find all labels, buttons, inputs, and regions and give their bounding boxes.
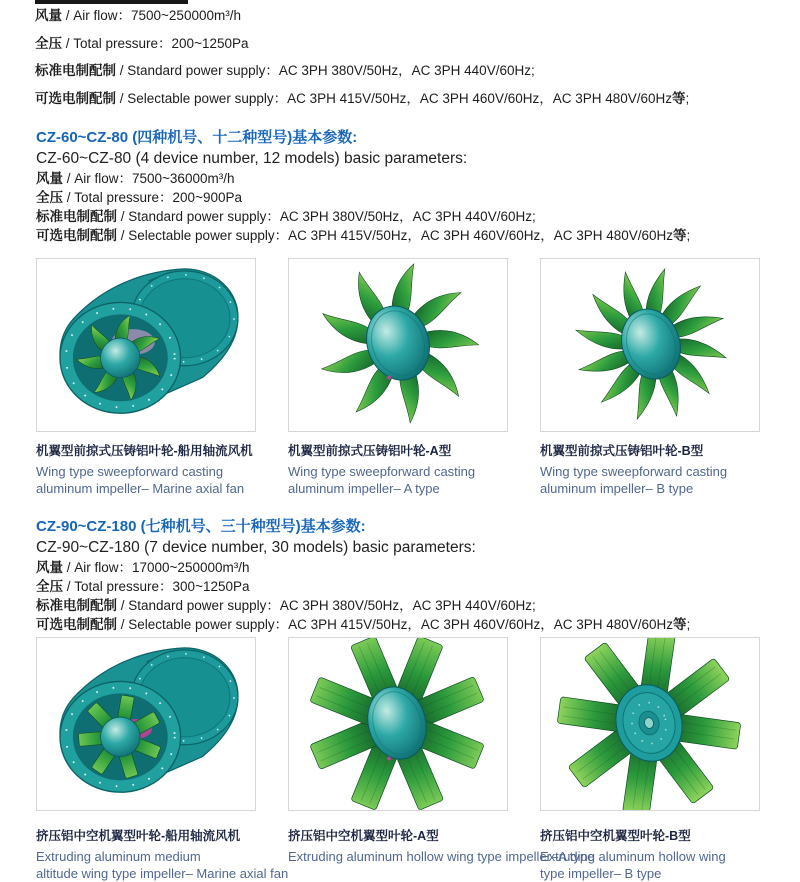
- spec-line-standard-power: [36, 596, 690, 615]
- spec-zh-suffix: 等: [673, 228, 687, 243]
- caption-en-line: Wing type sweepforward casting: [540, 464, 780, 481]
- sweepforward-impeller-b-illustration: [541, 259, 759, 431]
- spec-zh: 可选电制配制: [36, 228, 117, 243]
- captions-row-2: [36, 829, 780, 882]
- product-caption: [36, 444, 288, 497]
- product-image-hollow-marine-axial-fan: [36, 637, 256, 811]
- spec-text: / Selectable power supply：AC 3PH 415V/50Hz，AC 3PH 460V/60Hz，AC 3PH 480V/60Hz: [117, 228, 673, 243]
- product-image-marine-axial-fan: [36, 258, 256, 432]
- caption-en: [36, 849, 288, 882]
- caption-en-line: Extruding aluminum hollow wing: [540, 849, 780, 866]
- caption-en: [288, 849, 540, 866]
- caption-zh: 挤压铝中空机翼型叶轮-船用轴流风机: [36, 829, 288, 844]
- product-image-hollow-impeller-a: [288, 637, 508, 811]
- caption-en: [288, 464, 540, 497]
- hollow-marine-axial-fan-illustration: [37, 638, 255, 810]
- spec-zh: 风量: [36, 171, 63, 186]
- product-caption: [288, 829, 540, 882]
- spec-text: / Total pressure：300~1250Pa: [63, 579, 250, 594]
- spec-text-tail: ;: [687, 228, 691, 243]
- hollow-wing-impeller-a-illustration: [289, 638, 507, 810]
- sweepforward-impeller-a-illustration: [289, 259, 507, 431]
- spec-line-pressure: [36, 577, 690, 596]
- spec-text: / Total pressure：200~900Pa: [63, 190, 242, 205]
- spec-line-airflow: [36, 169, 690, 188]
- caption-en-line: Wing type sweepforward casting: [36, 464, 288, 481]
- product-caption: [540, 444, 780, 497]
- spec-zh: 全压: [36, 579, 63, 594]
- spec-line-pressure: [36, 188, 690, 207]
- spec-line-selectable-power: [35, 85, 689, 113]
- spec-line-selectable-power: [36, 615, 690, 634]
- product-caption: [540, 829, 780, 882]
- product-caption: [36, 829, 288, 882]
- hollow-wing-impeller-b-illustration: [541, 638, 759, 810]
- caption-zh: 机翼型前掠式压铸铝叶轮-B型: [540, 444, 780, 459]
- caption-en-line: aluminum impeller– Marine axial fan: [36, 481, 288, 498]
- caption-zh: 挤压铝中空机翼型叶轮-A型: [288, 829, 540, 844]
- caption-en: [540, 464, 780, 497]
- caption-en: [540, 849, 780, 882]
- spec-line-airflow: [36, 558, 690, 577]
- spec-zh: 全压: [36, 190, 63, 205]
- spec-zh: 全压: [35, 36, 62, 51]
- spec-text-tail: ;: [687, 617, 691, 632]
- marine-axial-fan-illustration: [37, 259, 255, 431]
- gallery-row-1: [36, 258, 760, 432]
- spec-text-tail: ;: [686, 91, 690, 106]
- caption-zh: 机翼型前掠式压铸铝叶轮-A型: [288, 444, 540, 459]
- spec-line-airflow: [35, 2, 689, 30]
- spec-line-selectable-power: [36, 226, 690, 245]
- intro-specs: [35, 2, 689, 112]
- spec-text: / Standard power supply：AC 3PH 380V/50Hz，AC 3PH 440V/60Hz;: [117, 209, 536, 224]
- caption-en-line: Extruding aluminum medium: [36, 849, 288, 866]
- spec-line-standard-power: [36, 207, 690, 226]
- product-image-impeller-a: [288, 258, 508, 432]
- caption-en-line: altitude wing type impeller– Marine axial fan: [36, 866, 288, 882]
- spec-zh: 可选电制配制: [36, 617, 117, 632]
- caption-en-line: aluminum impeller– A type: [288, 481, 540, 498]
- caption-zh: 机翼型前掠式压铸铝叶轮-船用轴流风机: [36, 444, 288, 459]
- spec-zh: 风量: [35, 8, 62, 23]
- spec-text: / Standard power supply：AC 3PH 380V/50Hz，AC 3PH 440V/60Hz;: [117, 598, 536, 613]
- caption-en: [36, 464, 288, 497]
- spec-line-pressure: [35, 30, 689, 58]
- captions-row-1: [36, 444, 780, 497]
- spec-zh: 风量: [36, 560, 63, 575]
- spec-line-standard-power: [35, 57, 689, 85]
- spec-zh: 标准电制配制: [36, 209, 117, 224]
- spec-text: / Air flow：17000~250000m³/h: [63, 560, 249, 575]
- section-cz60-cz80: [36, 129, 690, 245]
- product-caption: [288, 444, 540, 497]
- gallery-row-2: [36, 637, 760, 811]
- section-cz90-cz180: [36, 518, 690, 634]
- caption-en-line: type impeller– B type: [540, 866, 780, 882]
- caption-en-line: aluminum impeller– B type: [540, 481, 780, 498]
- spec-text: / Air flow：7500~36000m³/h: [63, 171, 234, 186]
- section-title: CZ-90~CZ-180 (七种机号、三十种型号)基本参数:: [36, 518, 690, 535]
- spec-text: / Air flow：7500~250000m³/h: [62, 8, 241, 23]
- spec-zh: 可选电制配制: [35, 91, 116, 106]
- spec-zh: 标准电制配制: [35, 63, 116, 78]
- section-title: CZ-60~CZ-80 (四种机号、十二种型号)基本参数:: [36, 129, 690, 146]
- caption-zh: 挤压铝中空机翼型叶轮-B型: [540, 829, 780, 844]
- spec-text: / Selectable power supply：AC 3PH 415V/50Hz，AC 3PH 460V/60Hz，AC 3PH 480V/60Hz: [116, 91, 672, 106]
- product-image-impeller-b: [540, 258, 760, 432]
- spec-text: / Total pressure：200~1250Pa: [62, 36, 249, 51]
- spec-zh-suffix: 等: [673, 617, 687, 632]
- spec-zh-suffix: 等: [672, 91, 686, 106]
- section-subtitle: CZ-90~CZ-180 (7 device number, 30 models) basic parameters:: [36, 537, 690, 558]
- section-subtitle: CZ-60~CZ-80 (4 device number, 12 models) basic parameters:: [36, 148, 690, 169]
- spec-zh: 标准电制配制: [36, 598, 117, 613]
- spec-text: / Selectable power supply：AC 3PH 415V/50Hz，AC 3PH 460V/60Hz，AC 3PH 480V/60Hz: [117, 617, 673, 632]
- caption-en-line: Wing type sweepforward casting: [288, 464, 540, 481]
- spec-text: / Standard power supply：AC 3PH 380V/50Hz，AC 3PH 440V/60Hz;: [116, 63, 535, 78]
- caption-en-line: Extruding aluminum hollow wing type impeller–A type: [288, 849, 540, 866]
- product-image-hollow-impeller-b: [540, 637, 760, 811]
